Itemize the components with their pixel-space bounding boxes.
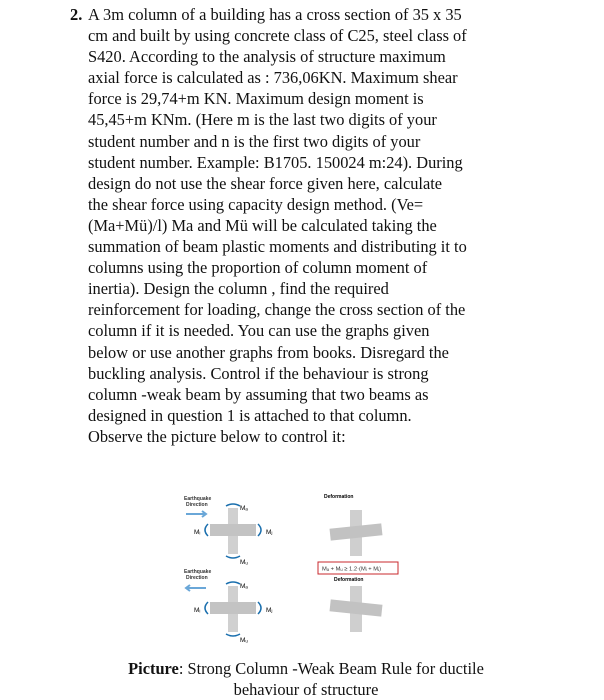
earthquake-arrow-right-icon xyxy=(186,511,206,517)
moment-arc-ma-bottom-icon xyxy=(226,582,240,584)
deformed-joint-top xyxy=(330,510,383,556)
moment-arc-mj-icon xyxy=(258,524,261,536)
moment-arc-ma-icon xyxy=(226,504,240,506)
moment-label-mj-bottom: Mⱼ xyxy=(266,607,273,614)
figure-caption xyxy=(96,658,516,700)
moment-arc-mu-icon xyxy=(226,556,240,558)
deformation-label-top: Deformation xyxy=(324,494,354,500)
earthquake-arrow-left-icon xyxy=(186,585,206,591)
question-text: A 3m column of a building has a cross section of 35 x 35 cm and built by using concrete class of C25, steel class of S420. According to the analysis of structure maximum axial force is calculated as : 736,06KN. Maximum shear force is 29,74+m KN. Maximum design moment is 45,45+m KNm. (Here m is the last two digits of your student number and n is the first two digits of your student number. Example: B1705. 150024 m:24). During design do not use the shear force given here, calculate the shear force using capacity design method. (Ve= (Ma+Mü)/l) Ma and Mü will be calculated taking the summation of beam plastic moments and distributing it to columns using the proportion of column moment of inertia). Design the column , find the required reinforcement for loading, change the cross section of the column if it is needed. You can use the graphs given below or use another graphs from books. Disregard the buckling analysis. Control if the behaviour is strong column -weak beam by assuming that two beams as designed in question 1 is attached to that column. Observe the picture below to control it: xyxy=(88,5,467,446)
earthquake-direction-label-bottom xyxy=(184,569,213,581)
earthquake-label-line1: Earthquake xyxy=(184,496,212,502)
deformation-label-bottom: Deformation xyxy=(334,577,364,583)
moment-label-mi-top: Mᵢ xyxy=(194,529,201,536)
moment-label-mi-bottom: Mᵢ xyxy=(194,607,201,614)
caption-text: : Strong Column -Weak Beam Rule for ductile behaviour of structure xyxy=(178,659,484,699)
caption-label: Picture xyxy=(128,659,179,678)
question-block xyxy=(70,4,558,447)
question-number: 2. xyxy=(70,5,83,24)
moment-label-mu-bottom: Mᵤ xyxy=(240,637,248,644)
moment-label-mu-top: Mᵤ xyxy=(240,559,248,566)
earthquake-label-bottom-line2: Direction xyxy=(186,575,208,581)
earthquake-label-bottom-line1: Earthquake xyxy=(184,569,212,575)
equation-text: Mₐ + Mᵤ ≥ 1.2·(Mᵢ + Mⱼ) xyxy=(322,566,382,573)
moment-arc-mi-icon xyxy=(205,524,208,536)
moment-label-ma-bottom: Mₐ xyxy=(240,583,248,590)
joint-bottom-left xyxy=(210,586,256,632)
joint-top-left xyxy=(210,508,256,554)
moment-arc-mu-bottom-icon xyxy=(226,634,240,636)
deformed-joint-bottom xyxy=(330,586,383,632)
moment-arc-mj-bottom-icon xyxy=(258,602,261,614)
strong-column-weak-beam-figure xyxy=(180,490,420,650)
moment-label-mj-top: Mⱼ xyxy=(266,529,273,536)
moment-arc-mi-bottom-icon xyxy=(205,602,208,614)
moment-label-ma-top: Mₐ xyxy=(240,505,248,512)
earthquake-direction-label-top xyxy=(184,496,213,508)
earthquake-label-line2: Direction xyxy=(186,502,208,508)
